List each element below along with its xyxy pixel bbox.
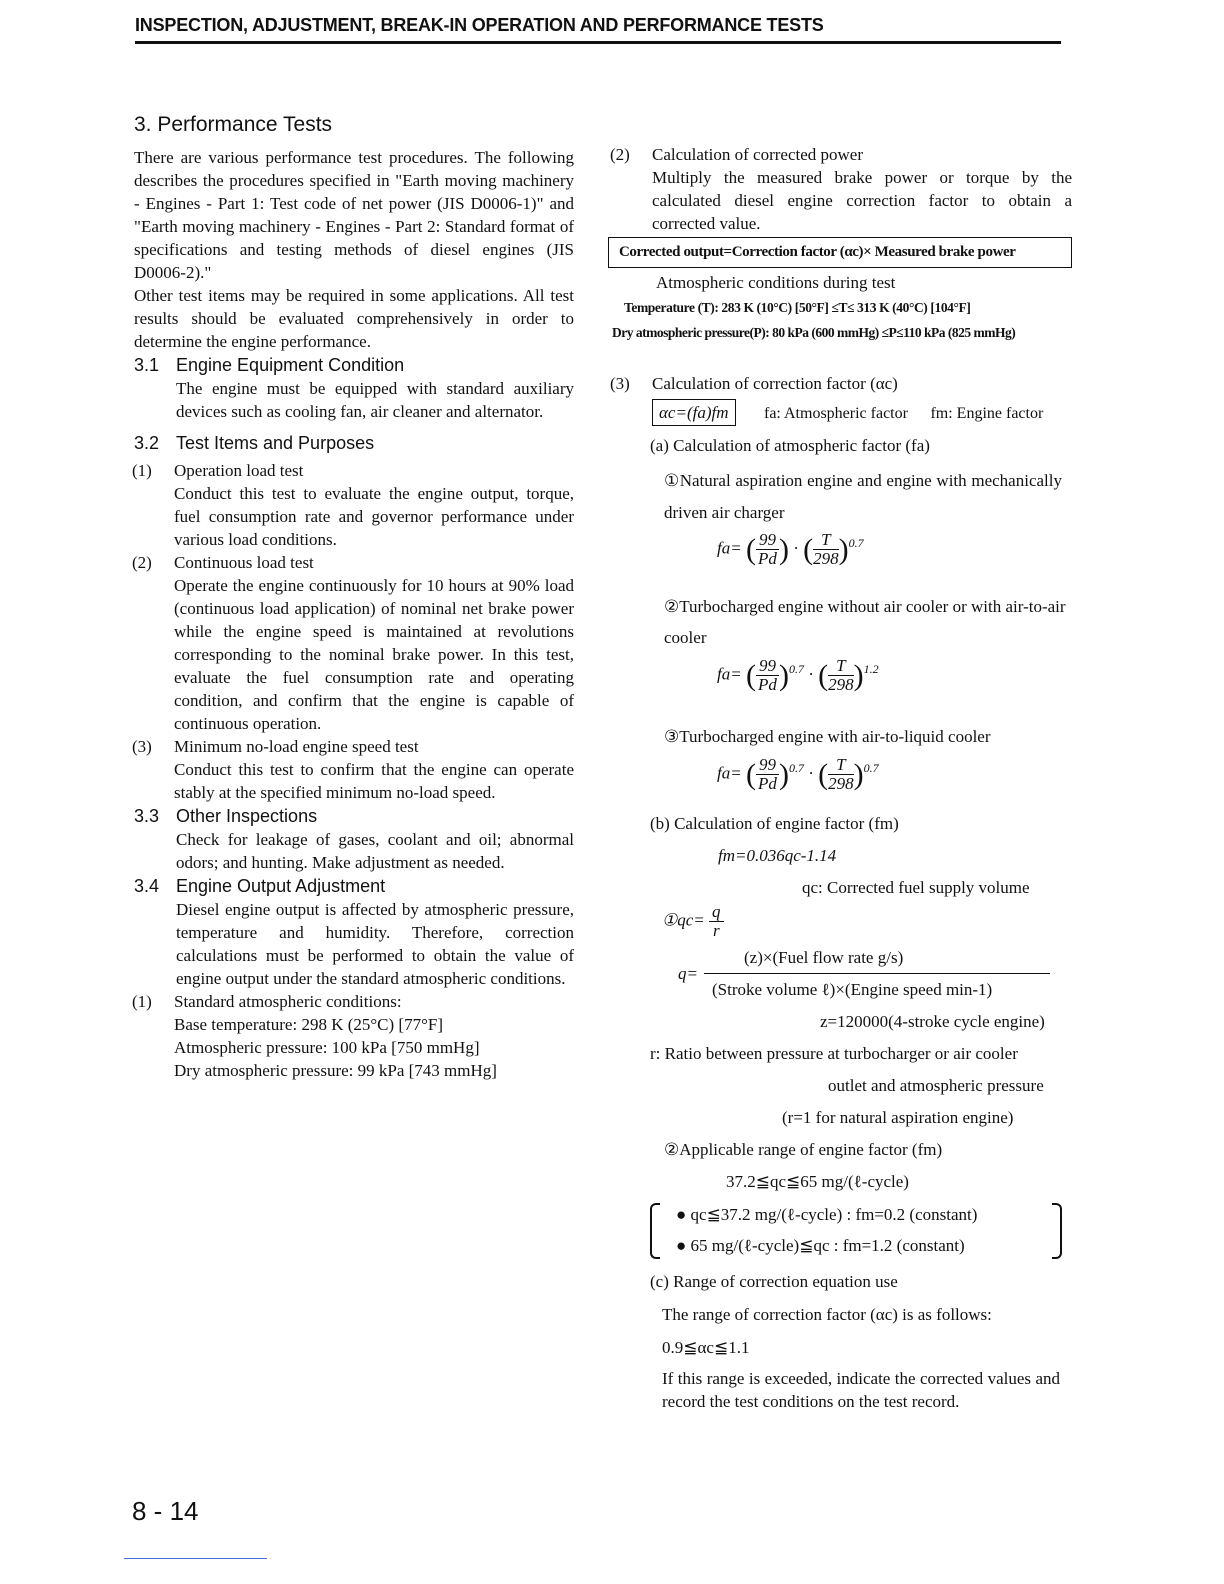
test-item-3: (3) Minimum no-load engine speed test Conduct this test to confirm that the engine can operate stably at the specified minimum no-load speed. [132, 737, 574, 802]
case-2-text: ②Turbocharged engine without air cooler or with air-to-air cooler [664, 597, 1066, 647]
fa-formula-3: fa= ( $\frac{99}{Pd}$ )$^{0.7}$ · ( $\frac{T}{298}$ )$^{0.7}$ [717, 755, 879, 793]
corrected-power-section: (2) Calculation of corrected power Multiply the measured brake power or torque by the calculated diesel engine correction factor to obtain a corrected value. [610, 145, 1072, 233]
subsection-3-3-title: 3.3 Other Inspections [134, 806, 318, 826]
footer-rule [124, 1558, 267, 1559]
correction-factor-section: (3) Calculation of correction factor (αc) [610, 374, 898, 393]
subsection-3-1-text: The engine must be equipped with standard auxiliary devices such as cooling fan, air cleaner and alternator. [176, 379, 574, 421]
fa-formula-2: fa= ( $\frac{99}{Pd}$ )$^{0.7}$ · ( $\frac{T}{298}$ )$^{1.2}$ [717, 656, 879, 694]
z-definition: z=120000(4-stroke cycle engine) [820, 1012, 1045, 1031]
dry-pressure-range: Dry atmospheric pressure(P): 80 kPa (600 mmHg) ≤P≤110 kPa (825 mmHg) [612, 325, 1016, 340]
standard-conditions: (1) Standard atmospheric conditions: Base temperature: 298 K (25°C) [77°F] Atmospheric pressure: 100 kPa [750 mmHg] Dry atmospheric pressure: 99 kPa [743 mmHg] [132, 992, 497, 1080]
page-header: INSPECTION, ADJUSTMENT, BREAK-IN OPERATION AND PERFORMANCE TESTS [135, 14, 1061, 44]
r-definition-2: outlet and atmospheric pressure [828, 1076, 1044, 1095]
subsection-3-4-text: Diesel engine output is affected by atmospheric pressure, temperature and humidity. Therefore, correction calculations must be performed to obtain the value of engine output under the standard atmospheric conditions. [176, 900, 574, 988]
q-equation: q= (z)×(Fuel flow rate g/s) (Stroke volume ℓ)×(Engine speed min-1) [612, 946, 1082, 1004]
fm-equation: fm=0.036qc-1.14 [718, 846, 837, 865]
subsection-3-2-title: 3.2 Test Items and Purposes [134, 433, 375, 453]
intro-paragraph-2: Other test items may be required in some applications. All test results should be evaluated comprehensively in order to determine the engine performance. [134, 286, 574, 351]
temp-range: Temperature (T): 283 K (10°C) [50°F] ≤T≤ 313 K (40°C) [104°F] [624, 300, 971, 315]
sub-c-title: (c) Range of correction equation use [650, 1272, 898, 1291]
subsection-3-3-text: Check for leakage of gases, coolant and oil; abnormal odors; and hunting. Make adjustment as needed. [176, 830, 574, 872]
fm-range-title: ②Applicable range of engine factor (fm) [664, 1140, 943, 1159]
intro-paragraph: There are various performance test procedures. The following describes the procedures specified in "Earth moving machinery - Engines - Part 1: Test code of net power (JIS D0006-1)" and "Earth moving machinery - Engines - Part 2: Standard format of specifications and testing methods of diesel engines (JIS D0006-2)." [134, 148, 574, 282]
c-text: The range of correction factor (αc) is as follows: [662, 1305, 992, 1324]
formula-box: αc=(fa)fm [652, 399, 736, 426]
left-column [134, 112, 574, 1082]
fa-formula-1: fa= ( $\frac{99}{Pd}$ ) · ( $\frac{T}{298}$ )$^{0.7}$ [717, 530, 864, 568]
right-column [612, 143, 1082, 1413]
r-definition: r: Ratio between pressure at turbocharger or air cooler [650, 1044, 1018, 1063]
qc-equation: ①qc= $\frac{q}{r}$ [612, 903, 1082, 940]
qc-range: 37.2≦qc≦65 mg/(ℓ-cycle) [726, 1172, 909, 1191]
test-item-2: (2) Continuous load test Operate the engine continuously for 10 hours at 90% load (continuous load application) of nominal net brake power while the engine speed is maintained at revolutions corresponding to the nominal brake power. In this test, evaluate the fuel consumption rate and operating condition, and confirm that the engine is capable of continuous operation. [132, 553, 574, 733]
test-item-1: (1) Operation load test Conduct this test to evaluate the engine output, torque, fuel consumption rate and governor performance under various load conditions. [132, 461, 574, 549]
page-number: 8 - 14 [132, 1496, 199, 1526]
qc-definition: qc: Corrected fuel supply volume [802, 878, 1030, 897]
section-title: 3. Performance Tests [134, 113, 333, 136]
c-text-2: If this range is exceeded, indicate the corrected values and record the test conditions on the test record. [662, 1369, 1060, 1411]
factor-definitions: αc=(fa)fm fa: Atmospheric factor fm: Engine factor [612, 399, 1082, 426]
atm-conditions-title: Atmospheric conditions during test [656, 273, 896, 292]
subsection-3-1-title: 3.1 Engine Equipment Condition [134, 355, 405, 375]
sub-a-title: (a) Calculation of atmospheric factor (fa) [650, 436, 930, 455]
case-1-text: ①Natural aspiration engine and engine with mechanically driven air charger [664, 471, 1062, 522]
corrected-output-box: Corrected output=Correction factor (αc)× Measured brake power [608, 237, 1072, 268]
case-3-text: ③Turbocharged engine with air-to-liquid cooler [664, 727, 991, 746]
subsection-3-4-title: 3.4 Engine Output Adjustment [134, 876, 386, 896]
constant-ranges: ● qc≦37.2 mg/(ℓ-cycle) : fm=0.2 (constant) ● 65 mg/(ℓ-cycle)≦qc : fm=1.2 (constant) [640, 1199, 1082, 1261]
sub-b-title: (b) Calculation of engine factor (fm) [650, 814, 899, 833]
c-range: 0.9≦αc≦1.1 [662, 1338, 750, 1357]
r-definition-3: (r=1 for natural aspiration engine) [782, 1108, 1014, 1127]
